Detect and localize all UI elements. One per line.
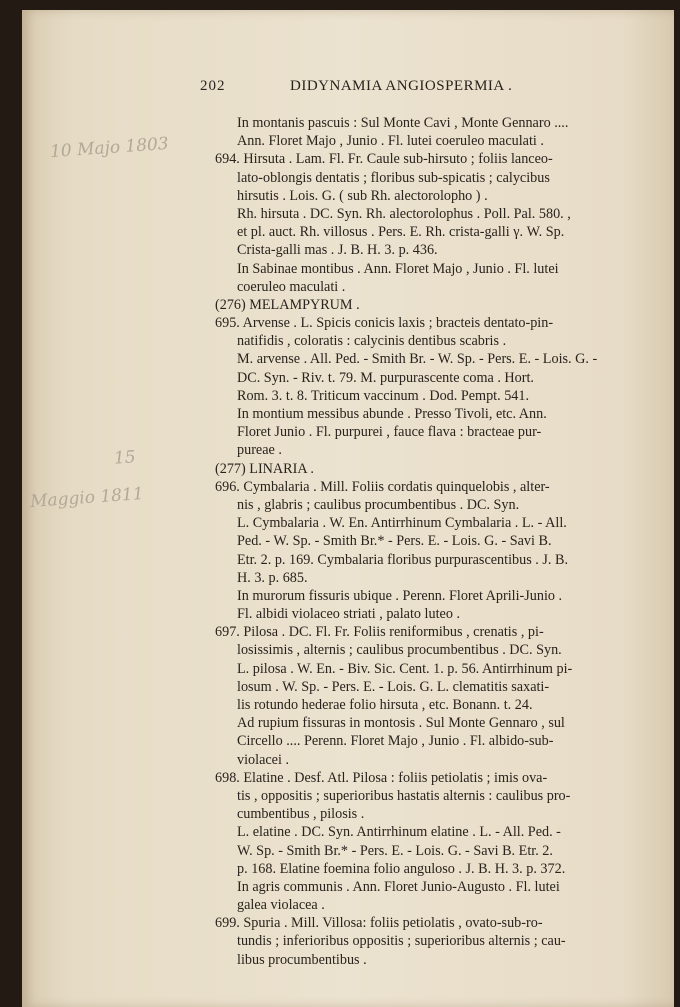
handwritten-note-date-1: 10 Majo 1803 <box>49 133 170 163</box>
entry-696: 696. Cymbalaria . Mill. Foliis cordatis quinquelobis , alter- <box>215 478 550 495</box>
handwritten-note-date-2: Maggio 1811 <box>29 484 145 512</box>
text-line: losum . W. Sp. - Pers. E. - Lois. G. L. clematitis saxati- <box>237 678 550 695</box>
text-line: Fl. albidi violaceo striati , palato luteo . <box>237 606 461 623</box>
text-line: hirsutis . Lois. G. ( sub Rh. alectorolopho ) . <box>237 187 488 204</box>
entry-698: 698. Elatine . Desf. Atl. Pilosa : foliis petiolatis ; imis ova- <box>215 769 548 786</box>
text-line: In montanis pascuis : Sul Monte Cavi , Monte Gennaro .... <box>237 115 569 131</box>
text-line: M. arvense . All. Ped. - Smith Br. - W. Sp. - Pers. E. - Lois. G. - <box>237 351 598 368</box>
text-line: Circello .... Perenn. Floret Majo , Junio . Fl. albido-sub- <box>237 733 554 750</box>
page-body <box>215 114 673 969</box>
text-line: W. Sp. - Smith Br.* - Pers. E. - Lois. G. - Savi B. Etr. 2. <box>237 842 553 859</box>
text-line: tis , oppositis ; superioribus hastatis alternis : caulibus pro- <box>237 787 571 804</box>
text-line: Ad rupium fissuras in montosis . Sul Monte Gennaro , sul <box>237 715 565 732</box>
text-line: galea violacea . <box>237 897 325 914</box>
text-line: et pl. auct. Rh. villosus . Pers. E. Rh. crista-galli γ. W. Sp. <box>237 224 565 241</box>
genus-heading-linaria: (277) LINARIA . <box>215 460 314 477</box>
entry-694: 694. Hirsuta . Lam. Fl. Fr. Caule sub-hirsuto ; foliis lanceo- <box>215 151 553 168</box>
handwritten-note-number: 15 <box>113 447 137 469</box>
entry-697: 697. Pilosa . DC. Fl. Fr. Foliis reniformibus , crenatis , pi- <box>215 624 544 641</box>
text-line: Etr. 2. p. 169. Cymbalaria floribus purpurascentibus . J. B. <box>237 551 568 568</box>
running-title: DIDYNAMIA ANGIOSPERMIA . <box>290 78 513 94</box>
text-line: In montium messibus abunde . Presso Tivoli, etc. Ann. <box>237 406 547 422</box>
text-line: L. pilosa . W. En. - Biv. Sic. Cent. 1. p. 56. Antirrhinum pi- <box>237 660 573 677</box>
text-line: losissimis , alternis ; caulibus procumbentibus . DC. Syn. <box>237 642 562 659</box>
text-line: DC. Syn. - Riv. t. 79. M. purpurascente coma . Hort. <box>237 369 534 386</box>
text-line: In agris communis . Ann. Floret Junio-Augusto . Fl. lutei <box>237 878 560 895</box>
entry-699: 699. Spuria . Mill. Villosa: foliis petiolatis , ovato-sub-ro- <box>215 915 543 932</box>
text-line: tundis ; inferioribus oppositis ; superioribus alternis ; cau- <box>237 933 566 950</box>
text-line: Rh. hirsuta . DC. Syn. Rh. alectorolophus . Poll. Pal. 580. , <box>237 205 571 222</box>
text-line: natifidis , coloratis : calycinis dentibus scabris . <box>237 333 507 350</box>
genus-heading-melampyrum: (276) MELAMPYRUM . <box>215 296 360 313</box>
text-line: L. elatine . DC. Syn. Antirrhinum elatine . L. - All. Ped. - <box>237 824 561 841</box>
text-line: violacei . <box>237 751 289 768</box>
text-line: L. Cymbalaria . W. En. Antirrhinum Cymbalaria . L. - All. <box>237 515 567 532</box>
text-line: pureae . <box>237 442 282 459</box>
text-line: libus procumbentibus . <box>237 951 367 968</box>
text-line: Ann. Floret Majo , Junio . Fl. lutei coeruleo maculati . <box>237 133 544 150</box>
text-line: In murorum fissuris ubique . Perenn. Floret Aprili-Junio . <box>237 587 563 604</box>
text-line: lato-oblongis dentatis ; floribus sub-spicatis ; calycibus <box>237 169 550 186</box>
book-page <box>22 10 674 1007</box>
text-line: lis rotundo hederae folio hirsuta , etc. Bonann. t. 24. <box>237 697 533 713</box>
text-line: Ped. - W. Sp. - Smith Br.* - Pers. E. - Lois. G. - Savi B. <box>237 533 552 550</box>
text-line: Floret Junio . Fl. purpurei , fauce flava : bracteae pur- <box>237 424 542 441</box>
text-line: nis , glabris ; caulibus procumbentibus . DC. Syn. <box>237 496 520 513</box>
text-line: H. 3. p. 685. <box>237 569 308 586</box>
entry-695: 695. Arvense . L. Spicis conicis laxis ; bracteis dentato-pin- <box>215 315 554 332</box>
text-line: cumbentibus , pilosis . <box>237 806 365 823</box>
text-line: Crista-galli mas . J. B. H. 3. p. 436. <box>237 242 438 259</box>
text-line: p. 168. Elatine foemina folio anguloso . J. B. H. 3. p. 372. <box>237 860 566 877</box>
page-number: 202 <box>200 78 226 94</box>
text-line: coeruleo maculati . <box>237 278 346 295</box>
text-line: Rom. 3. t. 8. Triticum vaccinum . Dod. Pempt. 541. <box>237 387 530 404</box>
text-line: In Sabinae montibus . Ann. Floret Majo , Junio . Fl. lutei <box>237 260 559 277</box>
